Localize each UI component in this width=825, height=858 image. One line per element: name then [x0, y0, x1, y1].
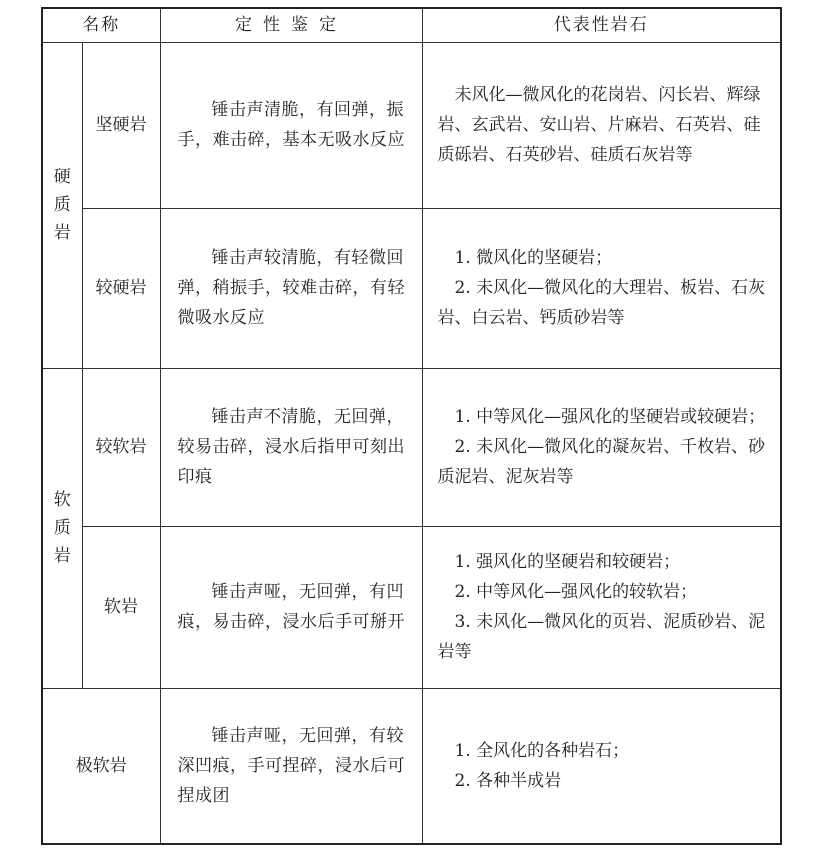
rock-name: 较硬岩 — [82, 208, 160, 368]
rock-name: 较软岩 — [82, 368, 160, 526]
table-row — [42, 526, 781, 688]
rock-description: 锤击声清脆，有回弹，振手，难击碎，基本无吸水反应 — [160, 42, 422, 208]
example-line: 1. 强风化的坚硬岩和较硬岩； — [454, 552, 681, 572]
example-line: 3. 未风化—微风化的页岩、泥质砂岩、泥岩等 — [437, 612, 766, 662]
example-line: 1. 全风化的各种岩石； — [454, 740, 630, 761]
example-line: 2. 未风化—微风化的凝灰岩、千枚岩、砂质泥岩、泥灰岩等 — [437, 437, 766, 487]
header-name: 名称 — [42, 8, 160, 42]
group-label: 硬质岩 — [53, 166, 71, 243]
rock-description: 锤击声不清脆，无回弹，较易击碎，浸水后指甲可刻出印痕 — [160, 368, 422, 526]
rock-examples — [422, 526, 781, 688]
table-row — [42, 368, 781, 526]
example-line: 1. 中等风化—强风化的坚硬岩或较硬岩； — [454, 407, 766, 427]
example-line: 未风化—微风化的花岗岩、闪长岩、辉绿岩、玄武岩、安山岩、片麻岩、石英岩、硅质砾岩、石英砂岩、硅质石灰岩等 — [437, 85, 761, 165]
rock-name: 软岩 — [82, 526, 160, 688]
table-header-row — [42, 8, 781, 42]
table-row — [42, 208, 781, 368]
group-label: 软质岩 — [53, 489, 71, 566]
header-representative: 代表性岩石 — [422, 8, 781, 42]
header-qualitative: 定性鉴定 — [160, 8, 422, 42]
example-line: 2. 中等风化—强风化的较软岩； — [454, 582, 698, 602]
rock-description: 锤击声较清脆，有轻微回弹，稍振手，较难击碎，有轻微吸水反应 — [160, 208, 422, 368]
rock-examples — [422, 208, 781, 368]
table-row — [42, 688, 781, 844]
rock-examples — [422, 42, 781, 208]
rock-name: 坚硬岩 — [82, 42, 160, 208]
example-line: 1. 微风化的坚硬岩； — [454, 248, 613, 268]
group-hard-rock — [42, 42, 82, 368]
table-row — [42, 42, 781, 208]
rock-description: 锤击声哑，无回弹，有凹痕，易击碎，浸水后手可掰开 — [160, 526, 422, 688]
group-soft-rock — [42, 368, 82, 688]
rock-examples — [422, 368, 781, 526]
rock-name: 极软岩 — [42, 688, 160, 844]
rock-examples — [422, 688, 781, 844]
rock-classification-table — [41, 7, 782, 845]
rock-description: 锤击声哑，无回弹，有较深凹痕，手可捏碎，浸水后可捏成团 — [160, 688, 422, 844]
example-line: 2. 各种半成岩 — [454, 770, 562, 791]
example-line: 2. 未风化—微风化的大理岩、板岩、石灰岩、白云岩、钙质砂岩等 — [437, 278, 766, 328]
